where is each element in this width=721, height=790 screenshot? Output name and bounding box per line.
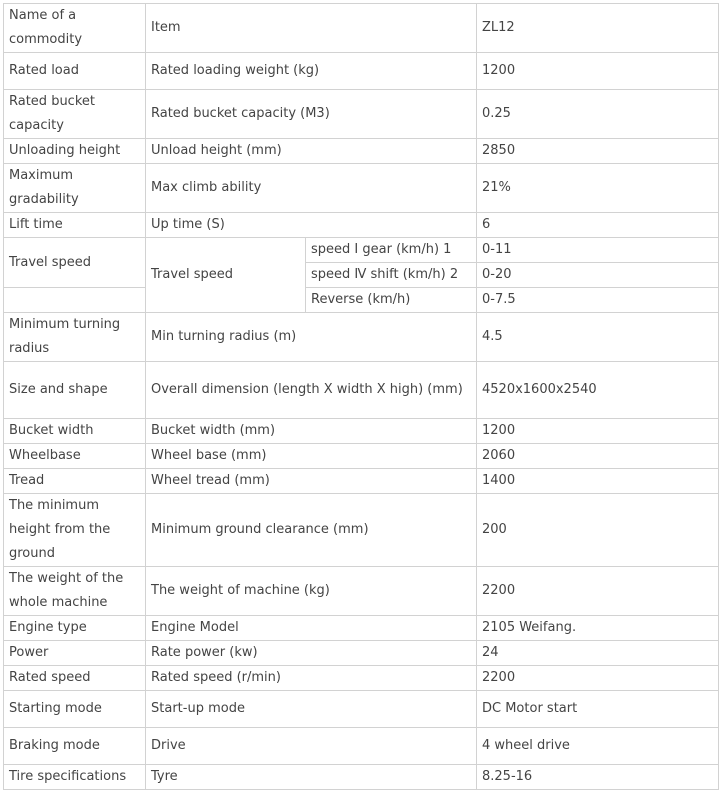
param-value: 200 — [477, 494, 719, 567]
param-item: Rated speed (r/min) — [146, 666, 477, 691]
table-row — [4, 313, 719, 362]
param-label: Rated speed — [4, 666, 146, 691]
param-value: 0.25 — [477, 90, 719, 139]
param-item: Travel speed — [146, 238, 306, 313]
param-subitem: speed Ⅳ shift (km/h) 2 — [306, 263, 477, 288]
table-row — [4, 567, 719, 616]
param-value: DC Motor start — [477, 691, 719, 728]
param-label: Bucket width — [4, 419, 146, 444]
table-row — [4, 444, 719, 469]
param-label: Tire specifications — [4, 765, 146, 790]
table-row — [4, 90, 719, 139]
table-row — [4, 691, 719, 728]
table-row — [4, 139, 719, 164]
table-row — [4, 666, 719, 691]
param-label: Travel speed — [4, 238, 146, 288]
param-subitem: speed I gear (km/h) 1 — [306, 238, 477, 263]
param-value: 2060 — [477, 444, 719, 469]
param-label: Lift time — [4, 213, 146, 238]
param-item: Wheel base (mm) — [146, 444, 477, 469]
param-label: The minimum height from the ground — [4, 494, 146, 567]
param-item: Rated loading weight (kg) — [146, 53, 477, 90]
param-value: 2850 — [477, 139, 719, 164]
param-label: The weight of the whole machine — [4, 567, 146, 616]
param-value: 8.25-16 — [477, 765, 719, 790]
table-row — [4, 469, 719, 494]
table-row — [4, 362, 719, 419]
param-label: Size and shape — [4, 362, 146, 419]
param-value: 24 — [477, 641, 719, 666]
table-row — [4, 213, 719, 238]
param-item: Item — [146, 4, 477, 53]
table-row — [4, 419, 719, 444]
param-item: Max climb ability — [146, 164, 477, 213]
param-label: Starting mode — [4, 691, 146, 728]
param-subitem: Reverse (km/h) — [306, 288, 477, 313]
param-label: Power — [4, 641, 146, 666]
param-label: Name of a commodity — [4, 4, 146, 53]
table-row — [4, 765, 719, 790]
param-value: 1200 — [477, 53, 719, 90]
param-label: Wheelbase — [4, 444, 146, 469]
param-value: 6 — [477, 213, 719, 238]
param-label: Rated load — [4, 53, 146, 90]
param-value: 1400 — [477, 469, 719, 494]
table-row — [4, 494, 719, 567]
spec-table — [3, 3, 719, 790]
table-row — [4, 4, 719, 53]
param-item: Unload height (mm) — [146, 139, 477, 164]
param-value: 2105 Weifang. — [477, 616, 719, 641]
param-label: Maximum gradability — [4, 164, 146, 213]
table-row — [4, 238, 719, 263]
empty-cell — [4, 288, 146, 313]
param-value: 2200 — [477, 666, 719, 691]
param-item: Tyre — [146, 765, 477, 790]
param-label: Rated bucket capacity — [4, 90, 146, 139]
param-item: Rated bucket capacity (M3) — [146, 90, 477, 139]
param-value: 0-20 — [477, 263, 719, 288]
param-item: Drive — [146, 728, 477, 765]
param-label: Engine type — [4, 616, 146, 641]
param-value: ZL12 — [477, 4, 719, 53]
param-value: 1200 — [477, 419, 719, 444]
param-value: 0-11 — [477, 238, 719, 263]
param-item: Up time (S) — [146, 213, 477, 238]
table-row — [4, 288, 719, 313]
param-item: Engine Model — [146, 616, 477, 641]
param-item: Bucket width (mm) — [146, 419, 477, 444]
param-item: Start-up mode — [146, 691, 477, 728]
param-value: 21% — [477, 164, 719, 213]
table-row — [4, 641, 719, 666]
param-label: Tread — [4, 469, 146, 494]
param-value: 4 wheel drive — [477, 728, 719, 765]
table-row — [4, 53, 719, 90]
param-value: 4520x1600x2540 — [477, 362, 719, 419]
param-value: 2200 — [477, 567, 719, 616]
param-item: Min turning radius (m) — [146, 313, 477, 362]
table-row — [4, 616, 719, 641]
param-label: Minimum turning radius — [4, 313, 146, 362]
param-item: The weight of machine (kg) — [146, 567, 477, 616]
table-row — [4, 164, 719, 213]
param-value: 4.5 — [477, 313, 719, 362]
param-label: Unloading height — [4, 139, 146, 164]
param-label: Braking mode — [4, 728, 146, 765]
table-row — [4, 728, 719, 765]
param-value: 0-7.5 — [477, 288, 719, 313]
param-item: Minimum ground clearance (mm) — [146, 494, 477, 567]
param-item: Rate power (kw) — [146, 641, 477, 666]
param-item: Wheel tread (mm) — [146, 469, 477, 494]
param-item: Overall dimension (length X width X high) (mm) — [146, 362, 477, 419]
